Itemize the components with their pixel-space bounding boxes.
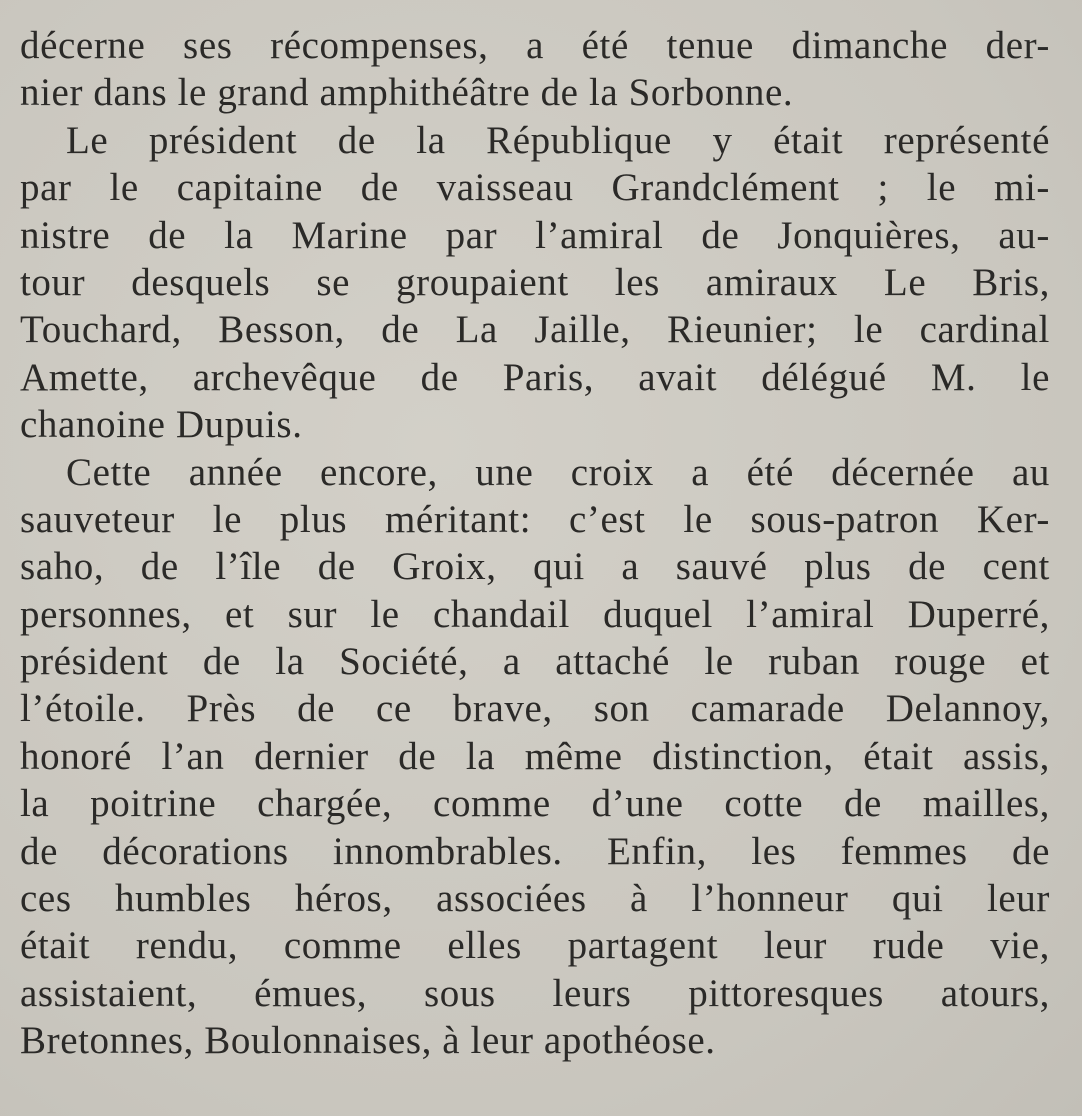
text-line: saho, de l’île de Groix, qui a sauvé plus de cent [20,545,1050,589]
text-line: assistaient, émues, sous leurs pittoresques atours, [20,971,1050,1015]
text-line: honoré l’an dernier de la même distinction, était assis, [20,734,1050,778]
text-line: Le président de la République y était représenté [66,118,1050,162]
text-line: par le capitaine de vaisseau Grandclément ; le mi- [20,166,1050,210]
text-line: Amette, archevêque de Paris, avait délégué M. le [20,355,1050,399]
text-line: ces humbles héros, associées à l’honneur qui leur [20,877,1050,921]
text-line: chanoine Dupuis. [20,403,303,447]
text-line: président de la Société, a attaché le ruban rouge et [20,640,1050,684]
paragraph [20,22,1050,117]
text-line: nistre de la Marine par l’amiral de Jonquières, au- [20,213,1050,257]
text-line: personnes, et sur le chandail duquel l’amiral Duperré, [20,592,1050,636]
text-line: tour desquels se groupaient les amiraux Le Bris, [20,260,1050,304]
paragraph [20,117,1050,449]
text-line: l’étoile. Près de ce brave, son camarade Delannoy, [20,687,1050,731]
document-page [20,22,1050,1065]
text-line: sauveteur le plus méritant: c’est le sous-patron Ker- [20,497,1050,541]
text-line: de décorations innombrables. Enfin, les femmes de [20,829,1050,873]
paragraph [20,449,1050,1065]
text-line: nier dans le grand amphithéâtre de la Sorbonne. [20,71,794,115]
text-line: décerne ses récompenses, a été tenue dimanche der- [20,24,1050,67]
text-line: Bretonnes, Boulonnaises, à leur apothéose. [20,1019,716,1063]
text-line: Cette année encore, une croix a été décernée au [66,450,1050,494]
text-line: la poitrine chargée, comme d’une cotte de mailles, [20,782,1050,826]
text-line: était rendu, comme elles partagent leur rude vie, [20,924,1050,968]
text-line: Touchard, Besson, de La Jaille, Rieunier; le cardinal [20,308,1050,352]
